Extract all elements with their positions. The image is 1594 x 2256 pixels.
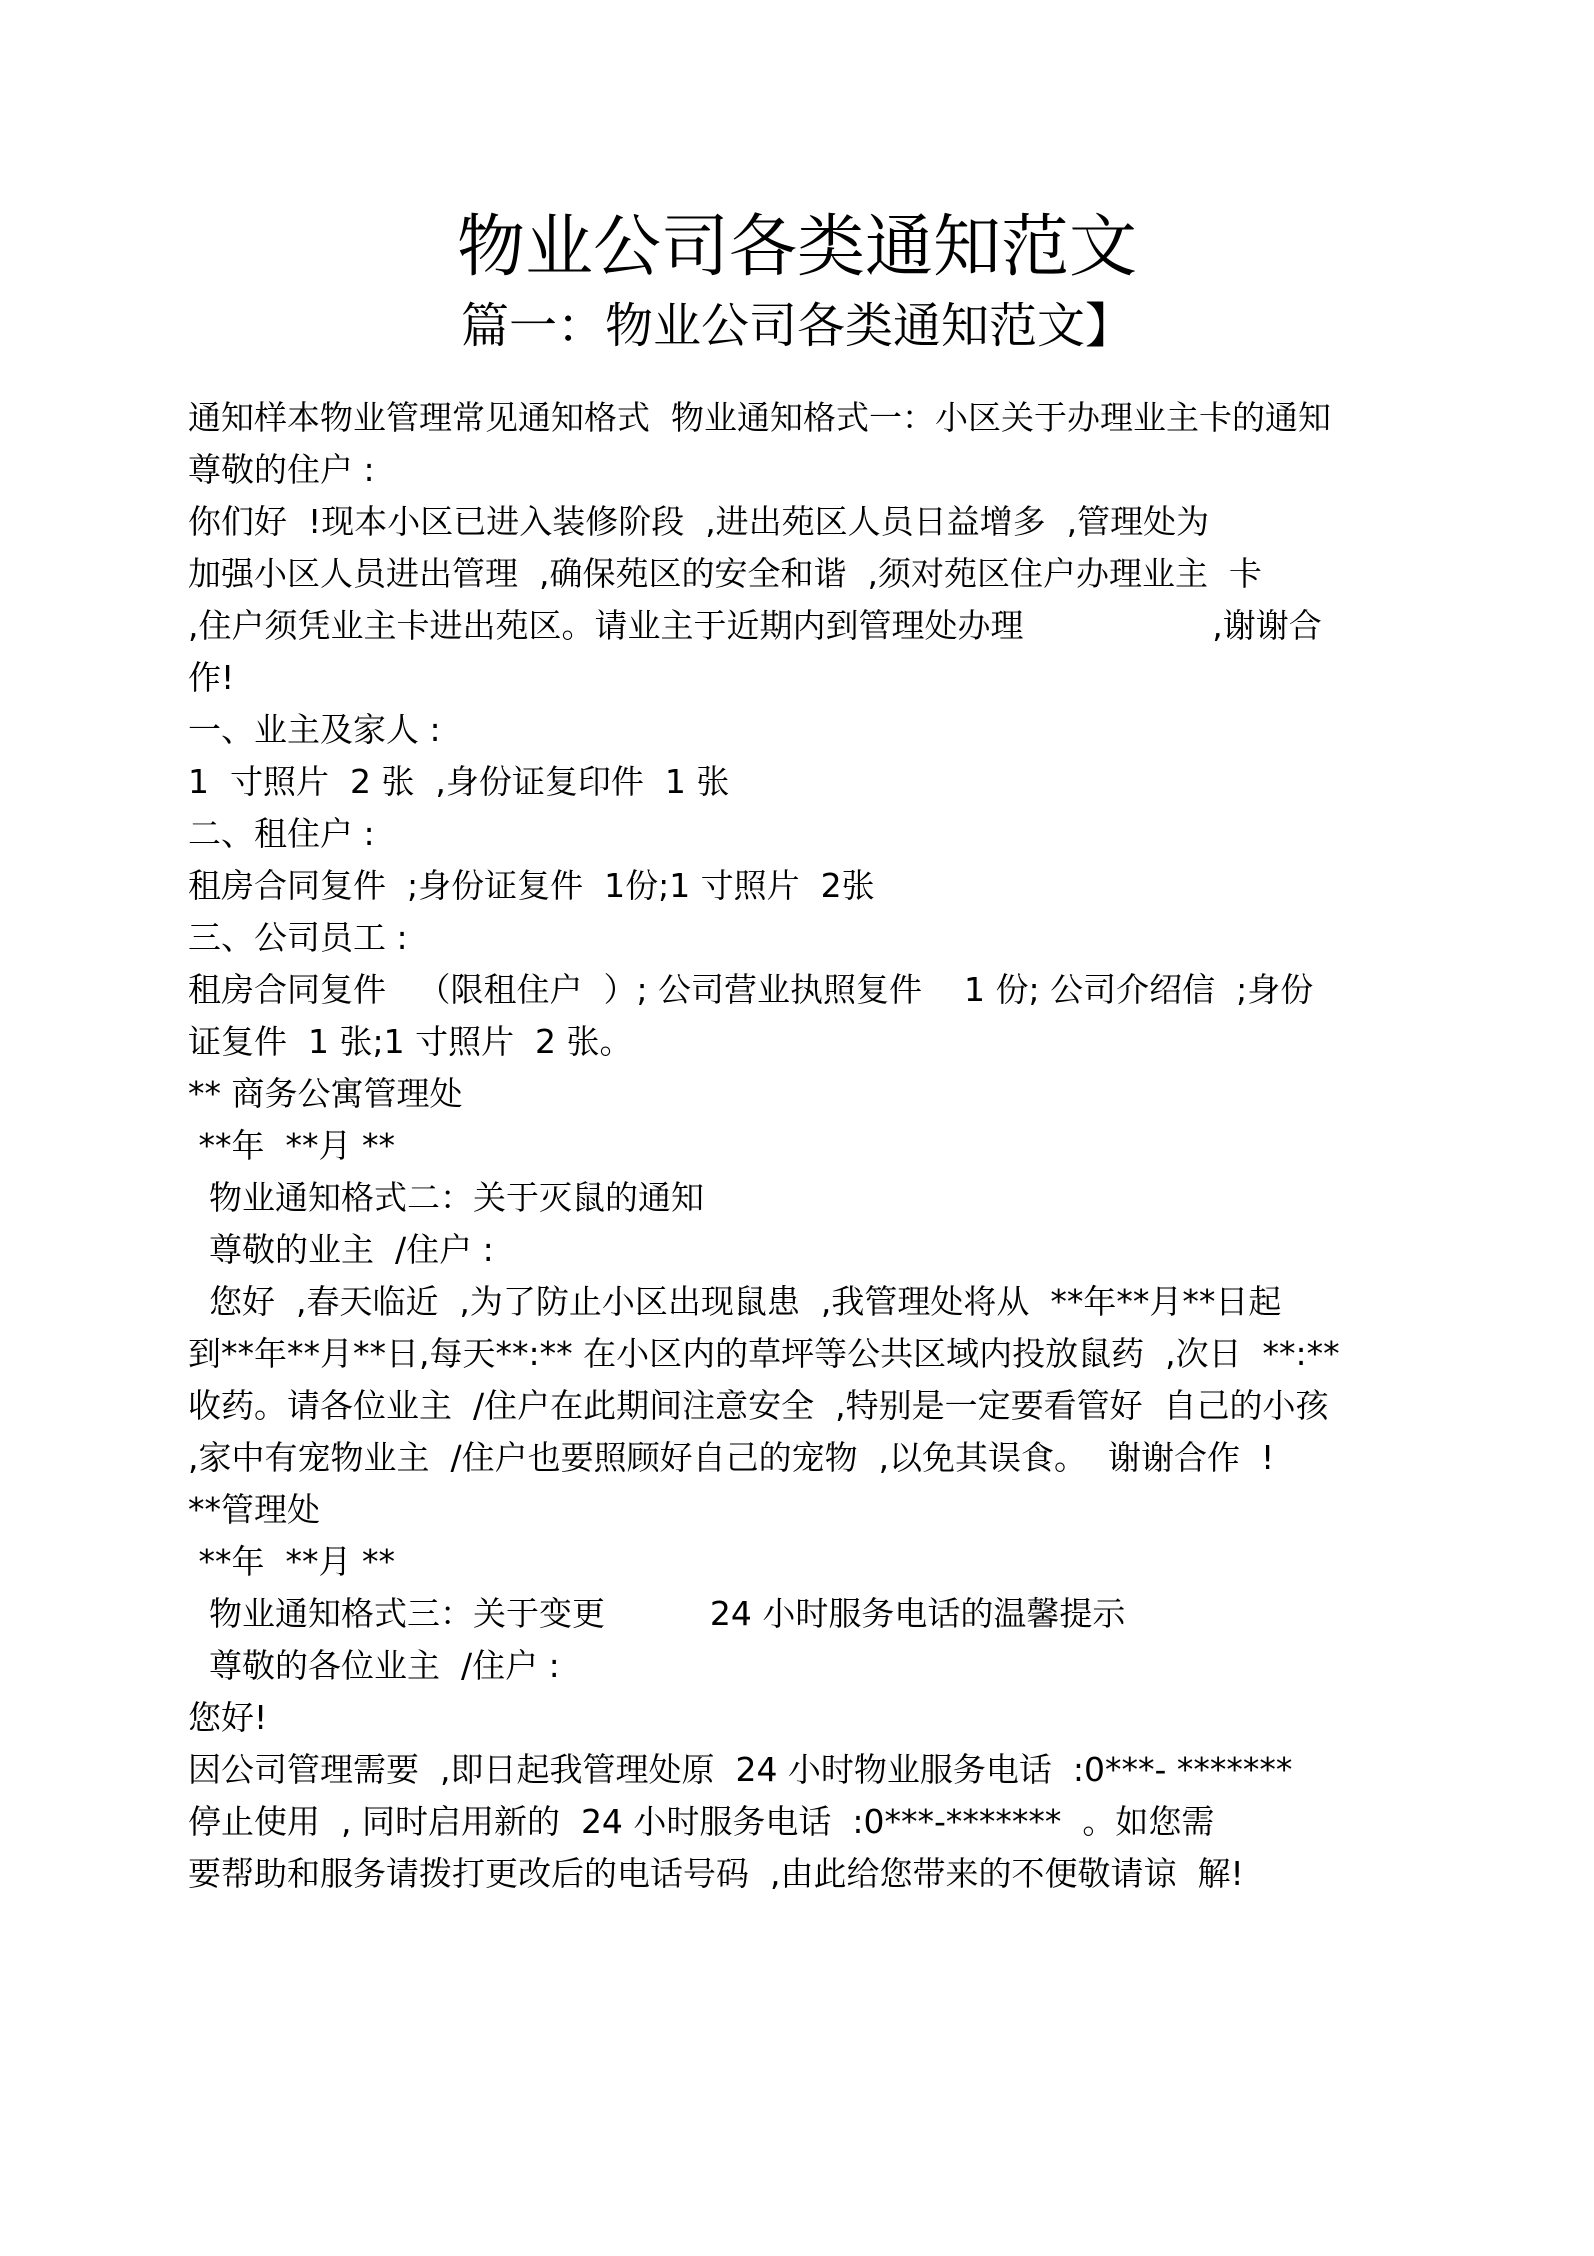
body-line: 收药。请各位业主 /住户在此期间注意安全 ,特别是一定要看管好 自己的小孩 [188, 1386, 1329, 1425]
body-line: 停止使用 , 同时启用新的 24 小时服务电话 :0***-******* 。如您需 [188, 1802, 1215, 1841]
body-line: 租房合同复件 ;身份证复件 1份;1 寸照片 2张 [188, 866, 875, 905]
body-line: 加强小区人员进出管理 ,确保苑区的安全和谐 ,须对苑区住户办理业主 卡 [188, 554, 1262, 593]
body-line: 证复件 1 张;1 寸照片 2 张。 [188, 1022, 633, 1061]
body-line: 您好 ,春天临近 ,为了防止小区出现鼠患 ,我管理处将从 **年**月**日起 [188, 1282, 1282, 1321]
document-title: 物业公司各类通知范文 [456, 208, 1137, 287]
body-line: ,住户须凭业主卡进出苑区。请业主于近期内到管理处办理 ,谢谢合 [188, 606, 1322, 645]
body-line: 作! [188, 658, 235, 697]
document-body [188, 392, 1428, 1900]
document-subtitle: 篇一：物业公司各类通知范文】 [460, 298, 1133, 354]
body-line: 尊敬的各位业主 /住户 : [188, 1646, 560, 1685]
body-line: 因公司管理需要 ,即日起我管理处原 24 小时物业服务电话 :0***- ******* [188, 1750, 1293, 1789]
body-line: 尊敬的业主 /住户 : [188, 1230, 494, 1269]
body-line: 租房合同复件 （限租住户 ）; 公司营业执照复件 1 份; 公司介绍信 ;身份 [188, 970, 1314, 1009]
body-line: **管理处 [188, 1490, 320, 1529]
body-line: 物业通知格式三：关于变更 24 小时服务电话的温馨提示 [188, 1594, 1126, 1633]
body-line: 物业通知格式二：关于灭鼠的通知 [188, 1178, 704, 1217]
body-line: **年 **月 ** [188, 1542, 395, 1581]
body-line: 尊敬的住户 : [188, 450, 375, 489]
body-line: 1 寸照片 2 张 ,身份证复印件 1 张 [188, 762, 730, 801]
body-line: **年 **月 ** [188, 1126, 395, 1165]
body-line: 三、公司员工 : [188, 918, 408, 957]
body-line: 一、业主及家人 : [188, 710, 441, 749]
body-line: 您好! [188, 1698, 268, 1737]
body-line: 你们好 !现本小区已进入装修阶段 ,进出苑区人员日益增多 ,管理处为 [188, 502, 1210, 541]
body-line: ,家中有宠物业主 /住户也要照顾好自己的宠物 ,以免其误食。 谢谢合作 ! [188, 1438, 1275, 1477]
body-line: 二、租住户 : [188, 814, 375, 853]
body-line: ** 商务公寓管理处 [188, 1074, 463, 1113]
body-line: 到**年**月**日,每天**:** 在小区内的草坪等公共区域内投放鼠药 ,次日 **:** [188, 1334, 1340, 1373]
body-line: 要帮助和服务请拨打更改后的电话号码 ,由此给您带来的不便敬请谅 解! [188, 1854, 1244, 1893]
body-line: 通知样本物业管理常见通知格式 物业通知格式一：小区关于办理业主卡的通知 [188, 398, 1331, 437]
